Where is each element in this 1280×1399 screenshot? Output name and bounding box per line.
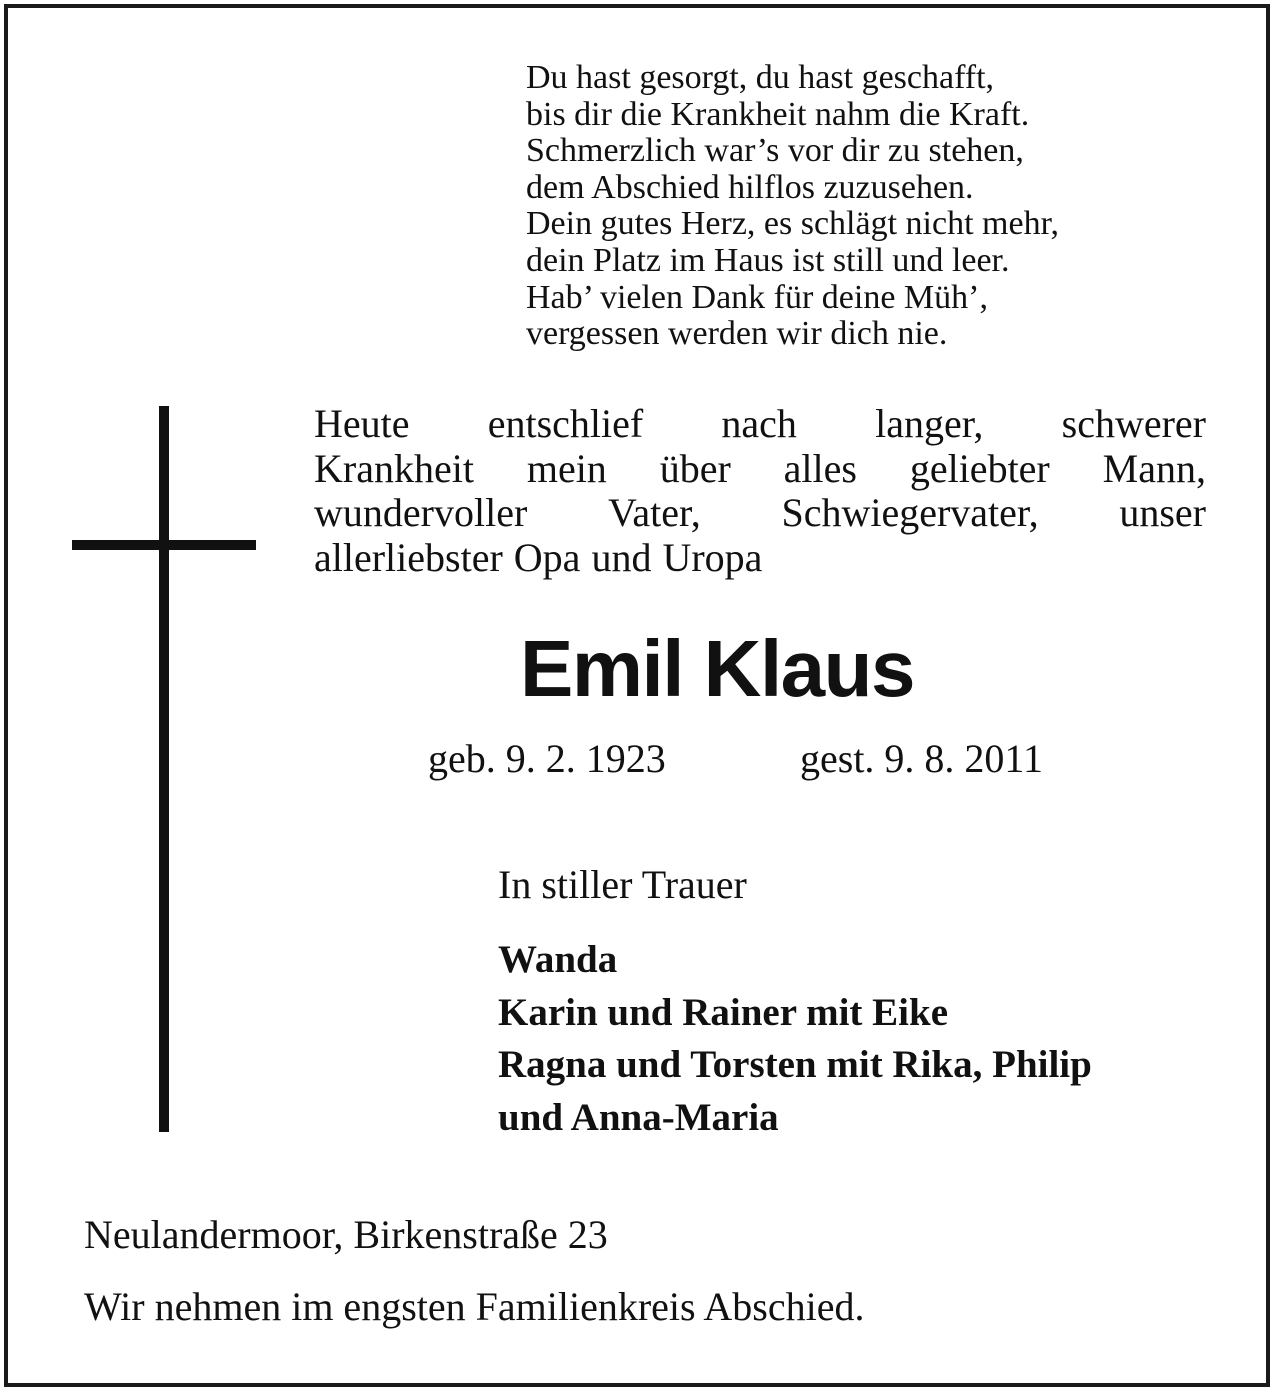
poem-line: bis dir die Krankheit nahm die Kraft. [526,95,1030,133]
word: Mann, [1102,445,1206,491]
word: über [659,445,731,491]
mourning-text: In stiller Trauer [498,862,747,907]
word: allerliebster [314,534,503,580]
poem [526,60,1226,353]
death-date: gest. 9. 8. 2011 [800,736,1043,781]
cross-vertical-bar [159,406,169,1132]
word: mein [526,445,607,491]
announcement-line [314,402,1206,447]
word: geliebter [909,445,1050,491]
word: Krankheit [314,445,474,491]
poem-line: dem Abschied hilflos zuzusehen. [526,168,974,206]
word: Uropa [662,534,763,580]
word: Heute [314,401,410,446]
word: und [591,534,652,580]
death-announcement [314,402,1206,580]
announcement-line [314,447,1206,492]
word: entschlief [487,401,644,446]
word: unser [1119,490,1206,535]
poem-line: Dein gutes Herz, es schlägt nicht mehr, [526,205,1060,243]
family-line: Karin und Rainer mit Eike [498,990,949,1034]
family-line: und Anna-Maria [498,1095,779,1139]
announcement-line [314,536,1206,581]
address: Neulandermoor, Birkenstraße 23 [84,1212,608,1257]
family-list [498,934,1092,1144]
word: wundervoller [314,490,528,535]
deceased-name: Emil Klaus [520,624,915,713]
farewell-note: Wir nehmen im engsten Familienkreis Abschied. [84,1284,865,1329]
word: langer, [875,401,984,446]
word: schwerer [1061,401,1206,446]
birth-date: geb. 9. 2. 1923 [428,736,666,781]
word: Vater, [607,490,701,535]
cross-horizontal-bar [72,540,256,550]
word: nach [721,401,797,446]
poem-line: Hab’ vielen Dank für deine Müh’, [526,278,988,316]
poem-line: dein Platz im Haus ist still und leer. [526,241,1010,279]
poem-line: Du hast gesorgt, du hast geschafft, [526,59,995,96]
announcement-line [314,491,1206,536]
word: Opa [513,534,581,580]
poem-line: Schmerzlich war’s vor dir zu stehen, [526,132,1024,170]
family-line: Ragna und Torsten mit Rika, Philip [498,1043,1092,1086]
poem-line: vergessen werden wir dich nie. [526,315,948,353]
word: alles [783,445,857,491]
family-line: Wanda [498,938,618,981]
word: Schwiegervater, [781,490,1039,535]
